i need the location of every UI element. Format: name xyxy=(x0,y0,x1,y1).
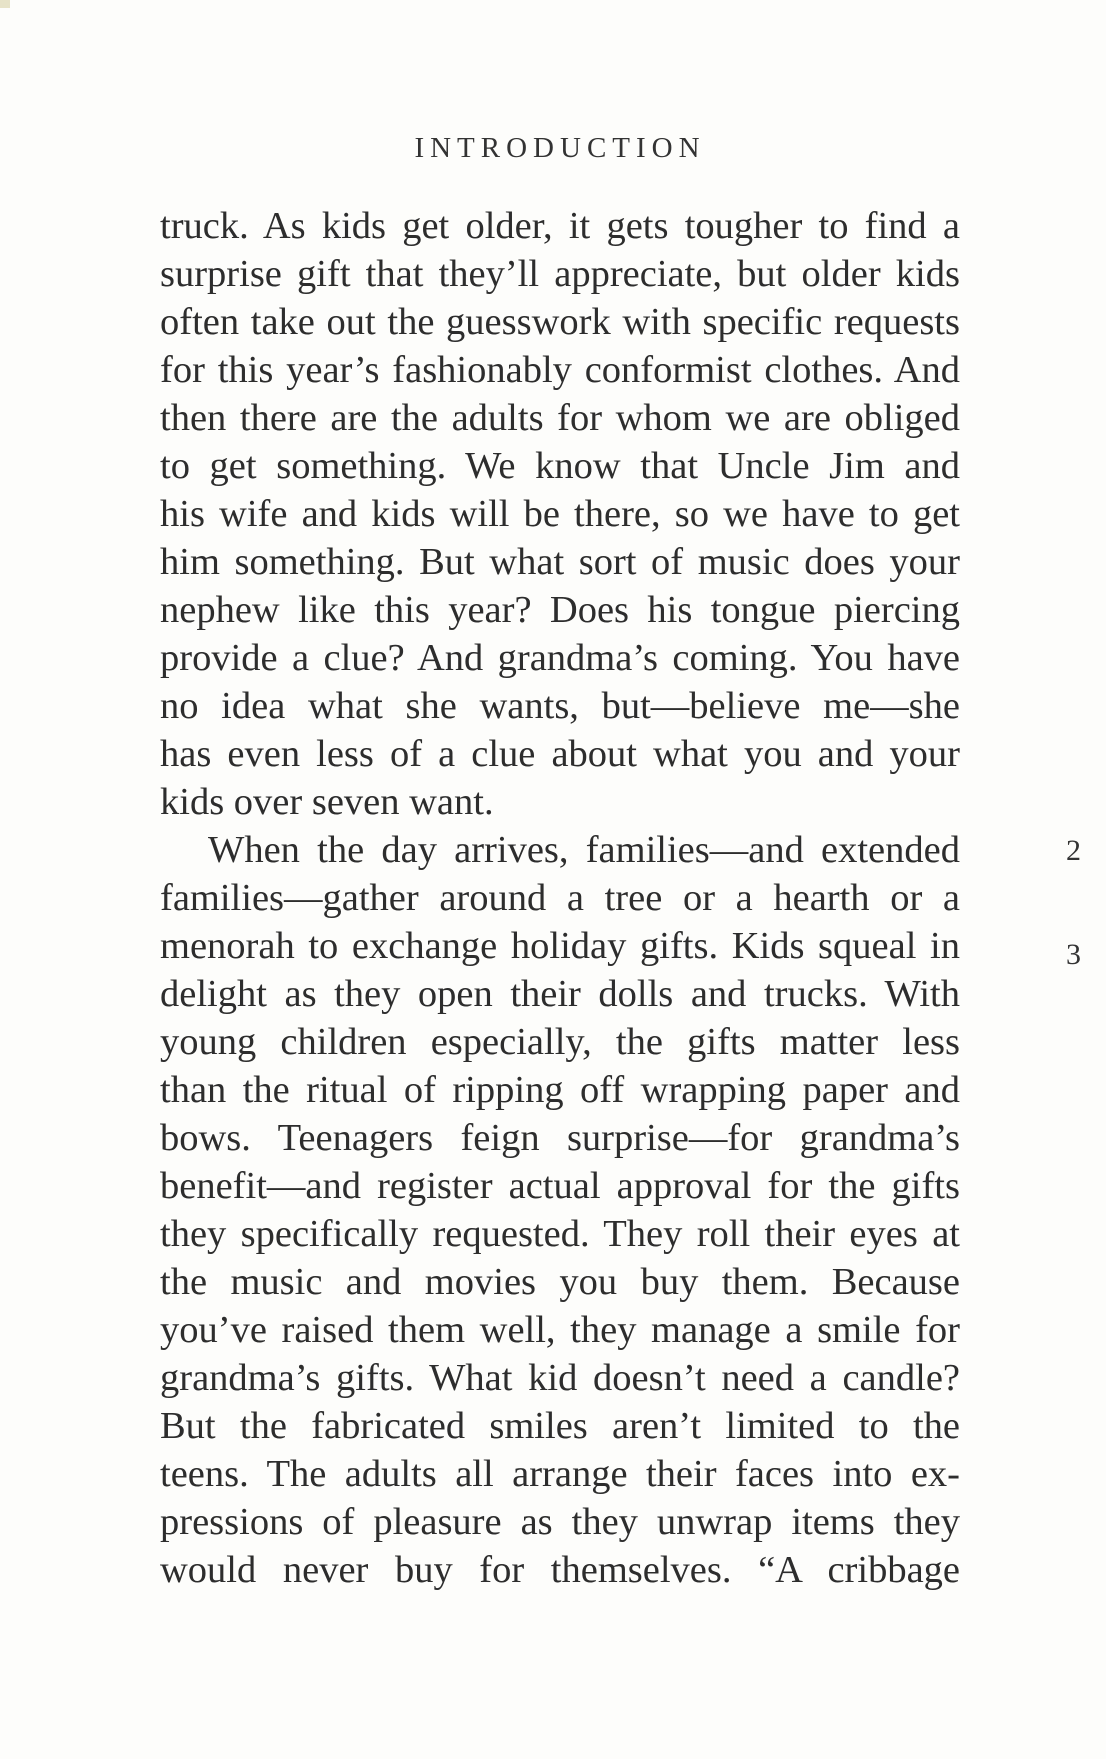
text-line: But the fabricated smiles aren’t limited to the xyxy=(160,1405,960,1447)
text-line: the music and movies you buy them. Because xyxy=(160,1261,960,1303)
margin-number: 3 xyxy=(1066,938,1081,971)
text-line: nephew like this year? Does his tongue piercing xyxy=(160,589,960,631)
text-line: surprise gift that they’ll appreciate, but older kids xyxy=(160,253,960,295)
running-head: INTRODUCTION xyxy=(414,132,706,164)
text-line: provide a clue? And grandma’s coming. You have xyxy=(160,637,960,679)
text-line: would never buy for themselves. “A cribbage xyxy=(160,1549,960,1591)
text-line: teens. The adults all arrange their faces into ex- xyxy=(160,1453,960,1495)
text-line: then there are the adults for whom we are obliged xyxy=(160,397,960,439)
text-line: pressions of pleasure as they unwrap items they xyxy=(160,1501,960,1543)
text-line: benefit—and register actual approval for the gifts xyxy=(160,1165,960,1207)
text-line: to get something. We know that Uncle Jim and xyxy=(160,445,960,487)
text-line: bows. Teenagers feign surprise—for grandma’s xyxy=(160,1117,960,1159)
text-line: his wife and kids will be there, so we have to get xyxy=(160,493,960,535)
text-line: truck. As kids get older, it gets tougher to find a xyxy=(160,205,960,247)
text-line: menorah to exchange holiday gifts. Kids squeal in xyxy=(160,925,960,967)
text-line: delight as they open their dolls and trucks. With xyxy=(160,973,960,1015)
scan-mark xyxy=(0,0,10,8)
text-line: young children especially, the gifts matter less xyxy=(160,1021,960,1063)
body-text xyxy=(160,202,960,1594)
text-line: they specifically requested. They roll their eyes at xyxy=(160,1213,960,1255)
margin-number: 2 xyxy=(1066,834,1081,867)
text-line: him something. But what sort of music does your xyxy=(160,541,960,583)
text-line: has even less of a clue about what you and your xyxy=(160,733,960,775)
text-line: for this year’s fashionably conformist clothes. And xyxy=(160,349,960,391)
text-line: no idea what she wants, but—believe me—she xyxy=(160,685,960,727)
text-line: often take out the guesswork with specific requests xyxy=(160,301,960,343)
text-line: kids over seven want. xyxy=(160,781,494,823)
text-line: you’ve raised them well, they manage a smile for xyxy=(160,1309,960,1351)
text-line: families—gather around a tree or a hearth or a xyxy=(160,877,960,919)
paragraph-2 xyxy=(160,826,960,1594)
text-line: grandma’s gifts. What kid doesn’t need a candle? xyxy=(160,1357,960,1399)
text-line: When the day arrives, families—and extended xyxy=(208,829,960,871)
paragraph-1 xyxy=(160,202,960,826)
text-line: than the ritual of ripping off wrapping paper and xyxy=(160,1069,960,1111)
